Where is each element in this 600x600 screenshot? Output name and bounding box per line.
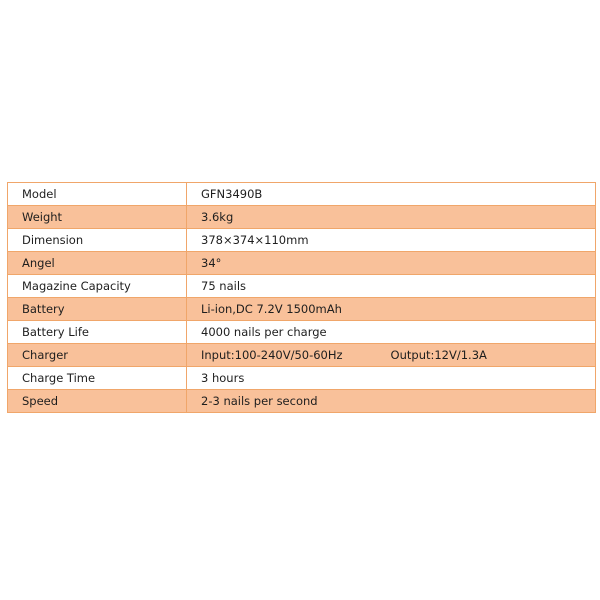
row-value: 4000 nails per charge xyxy=(187,321,596,344)
row-value: 75 nails xyxy=(187,275,596,298)
row-label: Battery xyxy=(8,298,187,321)
row-value: 3.6kg xyxy=(187,206,596,229)
row-value: 378×374×110mm xyxy=(187,229,596,252)
table-row-charge-time xyxy=(8,367,596,390)
row-label: Model xyxy=(8,183,187,206)
row-label: Magazine Capacity xyxy=(8,275,187,298)
charger-input-value: Input:100-240V/50-60Hz xyxy=(201,348,343,362)
spec-table xyxy=(7,182,596,413)
row-value: Li-ion,DC 7.2V 1500mAh xyxy=(187,298,596,321)
table-row-speed xyxy=(8,390,596,413)
row-label: Weight xyxy=(8,206,187,229)
table-row-weight xyxy=(8,206,596,229)
row-value: 2-3 nails per second xyxy=(187,390,596,413)
table-row-model xyxy=(8,183,596,206)
row-label: Charger xyxy=(8,344,187,367)
charger-output-value: Output:12V/1.3A xyxy=(390,348,487,362)
table-row-dimension xyxy=(8,229,596,252)
row-value: GFN3490B xyxy=(187,183,596,206)
table-row-magazine-capacity xyxy=(8,275,596,298)
row-label: Battery Life xyxy=(8,321,187,344)
row-label: Speed xyxy=(8,390,187,413)
row-value xyxy=(187,344,596,367)
row-label: Dimension xyxy=(8,229,187,252)
row-label: Angel xyxy=(8,252,187,275)
table-row-angel xyxy=(8,252,596,275)
row-label: Charge Time xyxy=(8,367,187,390)
table-row-charger xyxy=(8,344,596,367)
table-row-battery-life xyxy=(8,321,596,344)
row-value: 34° xyxy=(187,252,596,275)
table-row-battery xyxy=(8,298,596,321)
row-value: 3 hours xyxy=(187,367,596,390)
